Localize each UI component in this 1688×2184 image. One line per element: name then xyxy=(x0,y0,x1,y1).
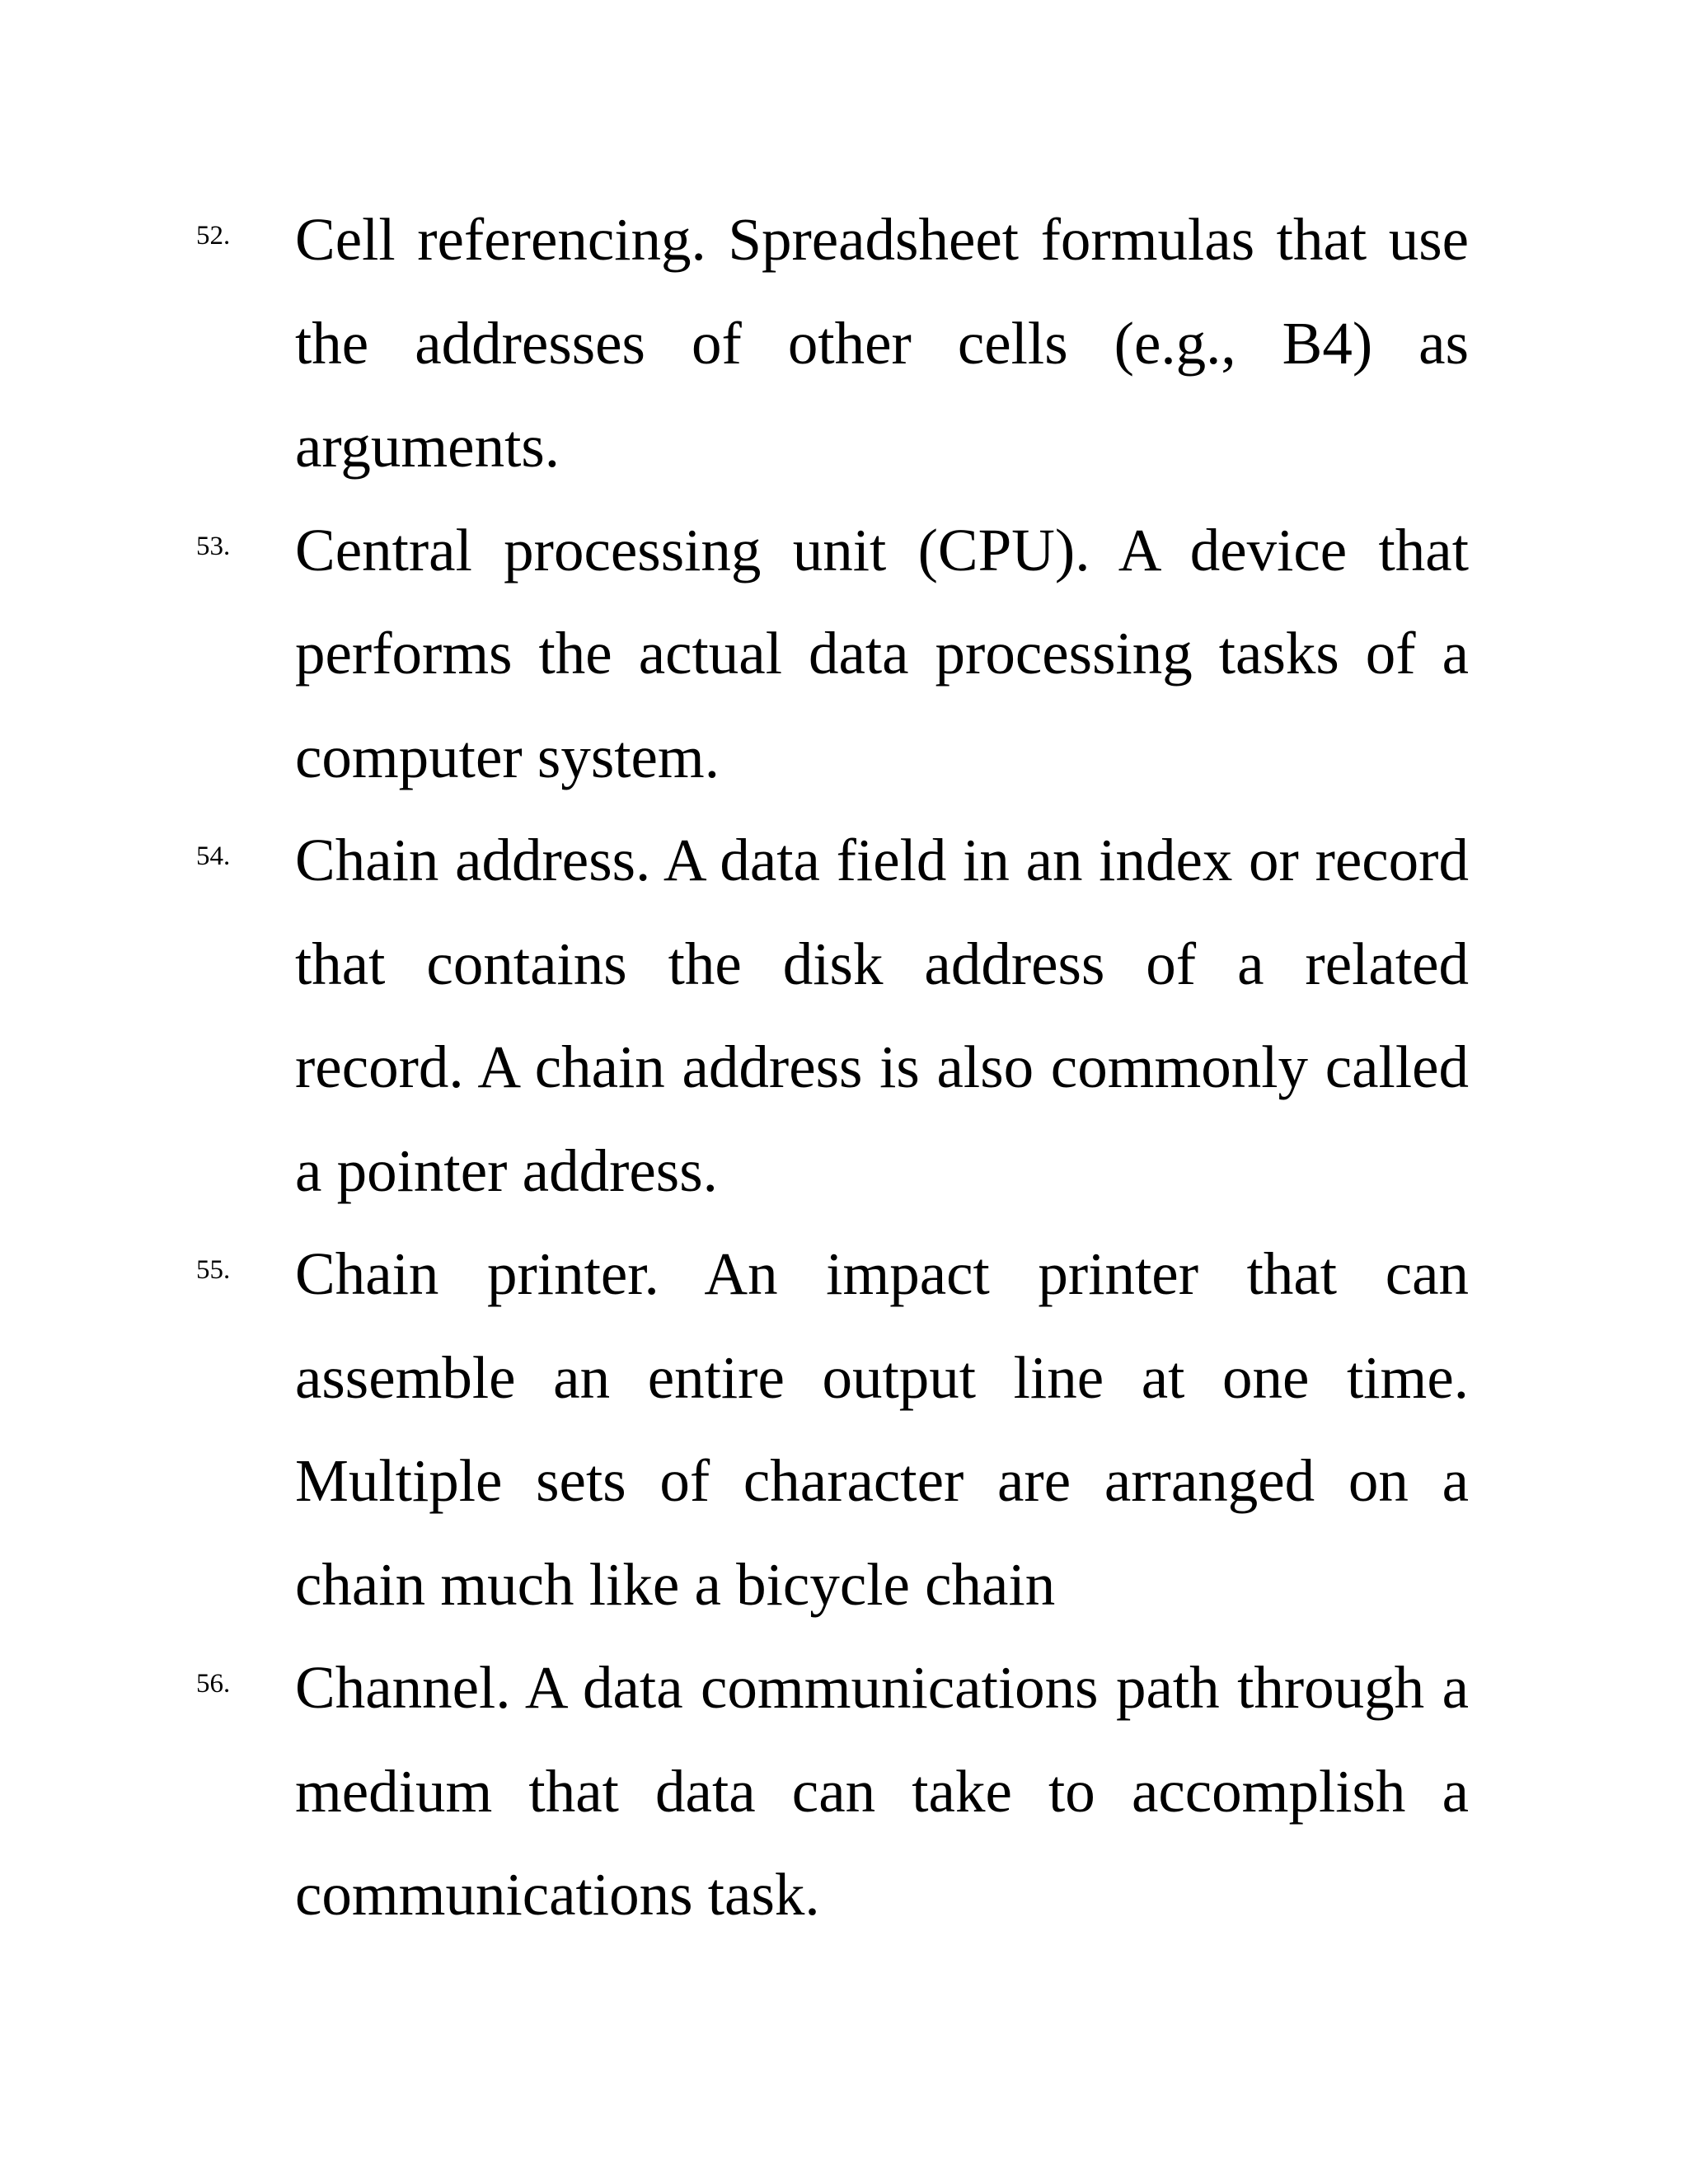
entry-definition: Channel. A data communications path through a medium that data can take to accomplish a communications task. xyxy=(295,1654,1469,1928)
entry-number: 55. xyxy=(196,1255,231,1285)
glossary-list xyxy=(0,188,1688,1947)
glossary-entry-56 xyxy=(0,1636,1688,1947)
glossary-entry-52 xyxy=(0,188,1688,499)
entry-number: 53. xyxy=(196,531,231,561)
entry-definition: Cell referencing. Spreadsheet formulas that use the addresses of other cells (e.g., B4) as arguments. xyxy=(295,206,1469,480)
glossary-entry-55 xyxy=(0,1222,1688,1636)
entry-number: 56. xyxy=(196,1669,231,1699)
entry-definition: Chain address. A data field in an index or record that contains the disk address of a related record. A chain address is also commonly called a pointer address. xyxy=(295,827,1469,1204)
entry-definition: Chain printer. An impact printer that can assemble an entire output line at one time. Multiple sets of character are arranged on a chain much like a bicycle chain xyxy=(295,1240,1469,1618)
entry-number: 54. xyxy=(196,841,231,871)
entry-definition: Central processing unit (CPU). A device that performs the actual data processing tasks of a computer system. xyxy=(295,516,1469,790)
glossary-entry-53 xyxy=(0,499,1688,809)
entry-number: 52. xyxy=(196,221,231,251)
glossary-entry-54 xyxy=(0,808,1688,1222)
